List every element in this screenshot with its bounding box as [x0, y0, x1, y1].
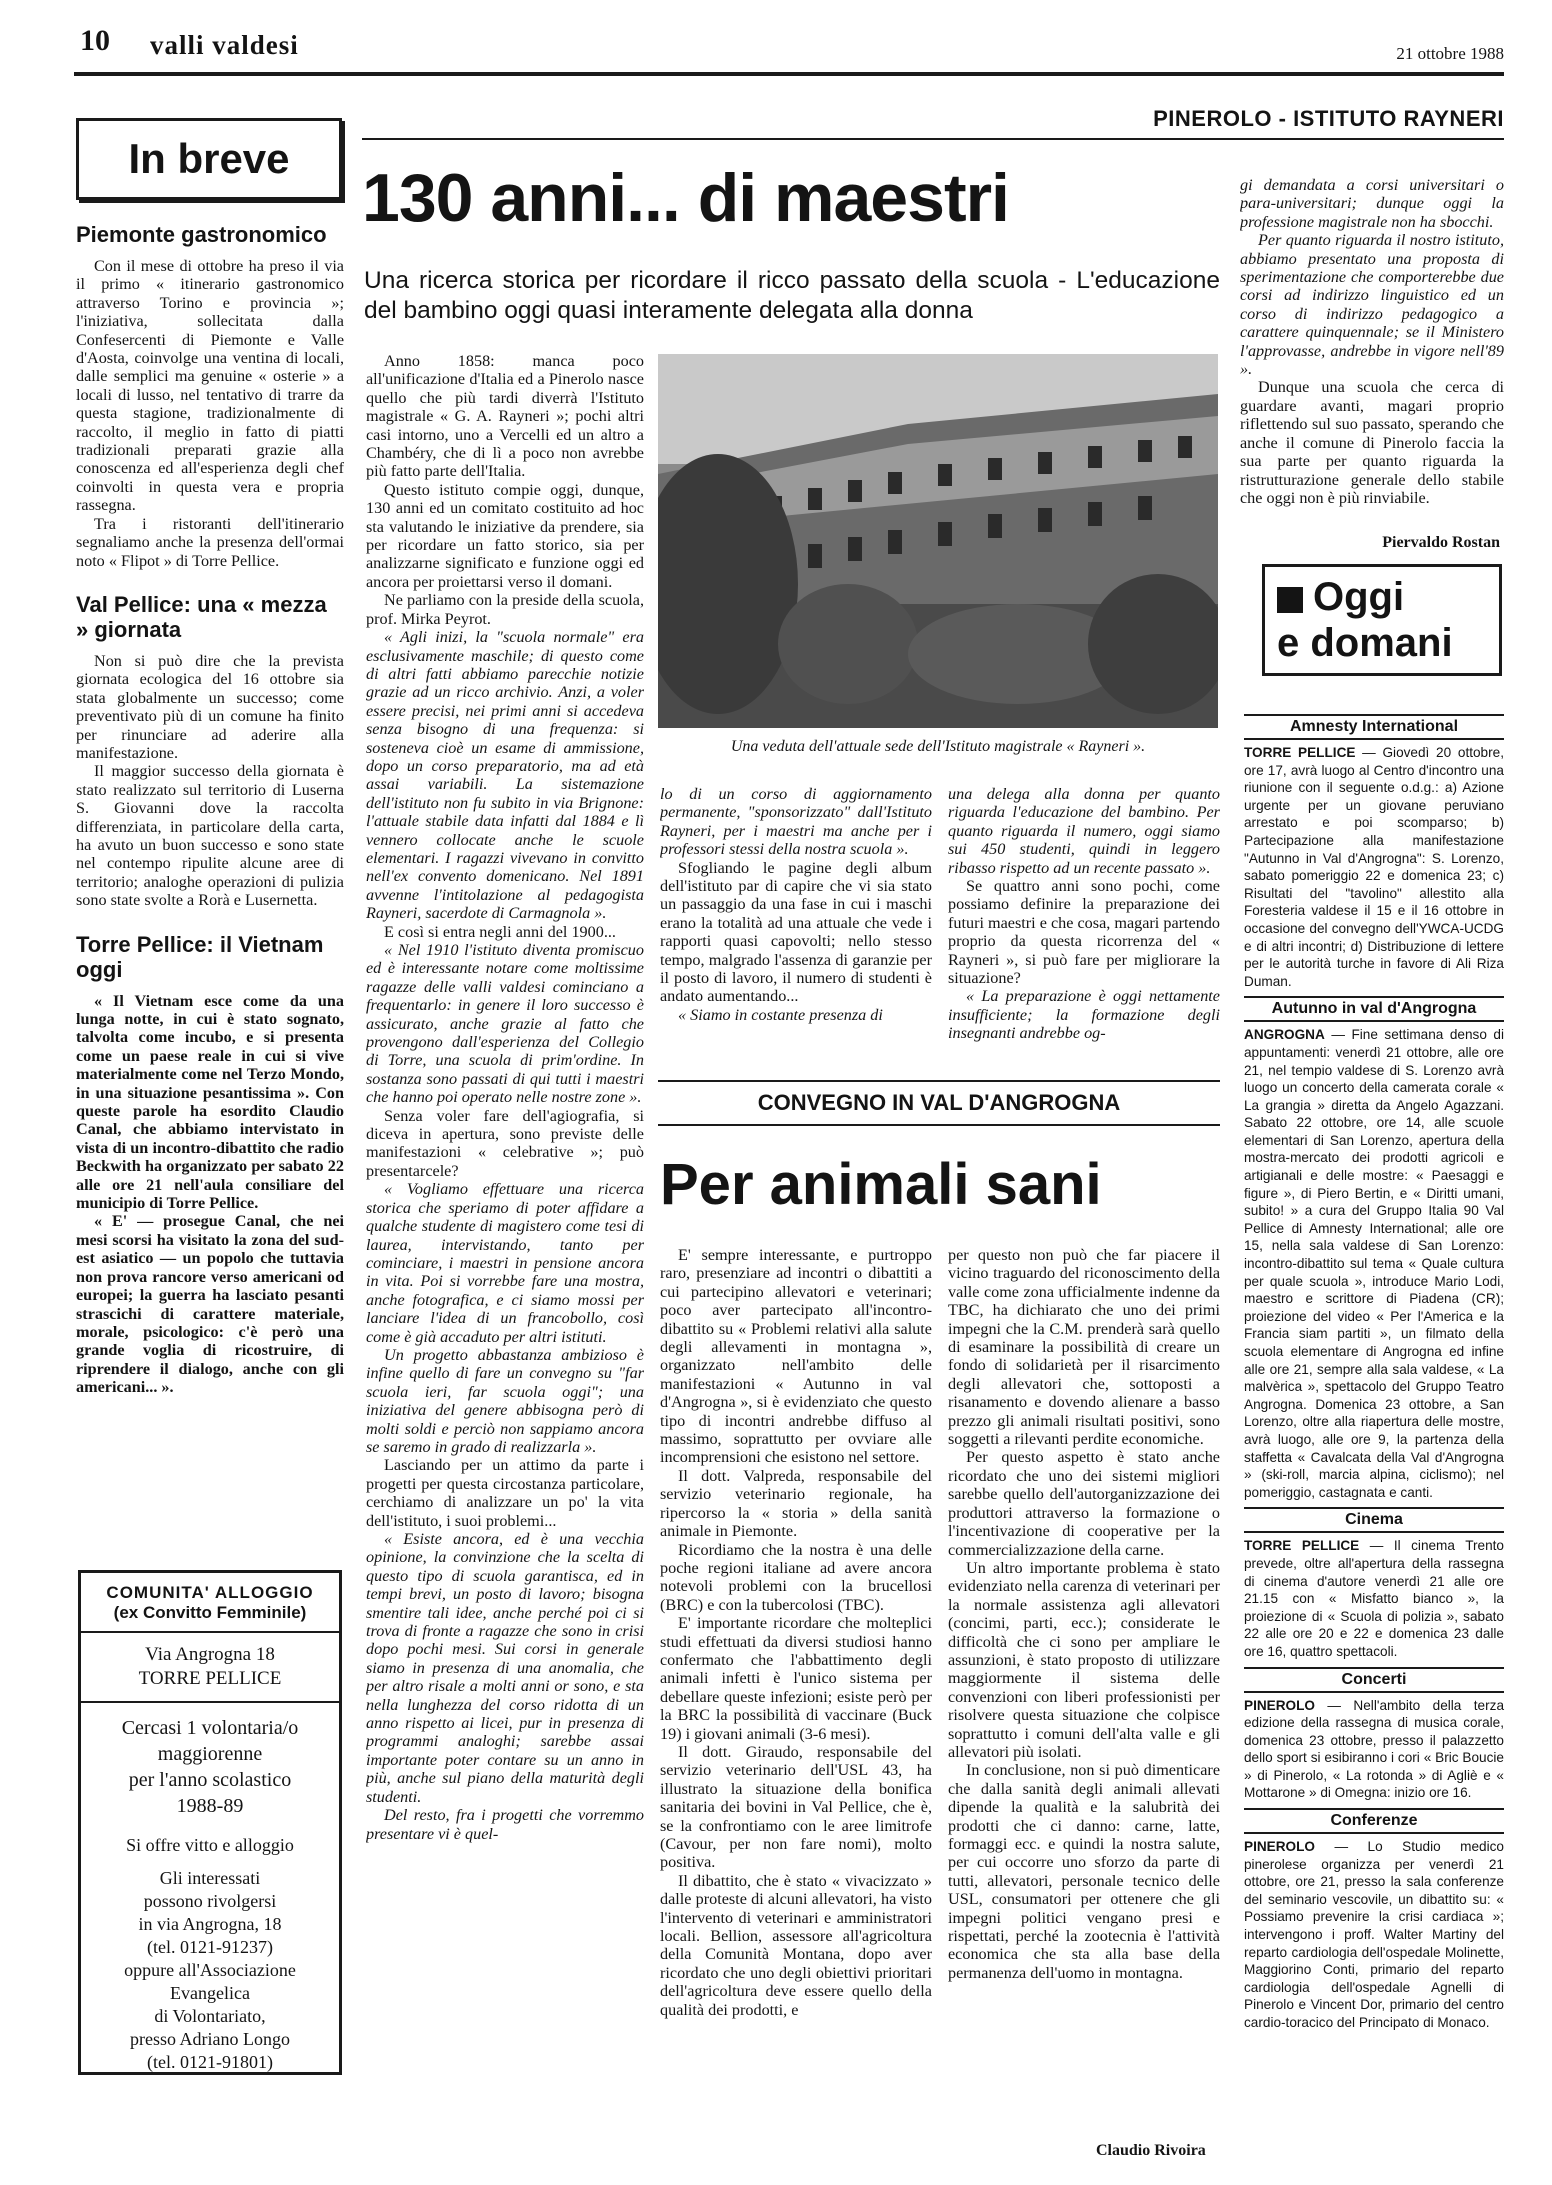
agenda-column — [1244, 708, 1504, 2032]
second-author: Claudio Rivoira — [1096, 2142, 1206, 2159]
agenda-title-line2: e domani — [1277, 621, 1453, 665]
ad-line: 1988-89 — [176, 1795, 244, 1817]
newspaper-name: valli valdesi — [150, 30, 299, 60]
brief-text-2: Non si può dire che la prevista giornata ecologica del 16 ottobre sia stata globalmente un successo; come preventivato più di un comune ha finito per rinunciare ad aderire alla manifestazione. Il maggior successo della giornata è stato realizzato sul territorio di Luserna S. Giovanni dove la raccolta differenziata, in particolare della carta, ha avuto un buon successo e sono state nel contempo ripulite alcune aree di territorio; analoghe operazioni di pulizia sono state svolte a Rorà e Lusernetta. — [76, 651, 344, 910]
in-breve-box — [76, 118, 342, 200]
section-label: PINEROLO - ISTITUTO RAYNERI — [1153, 106, 1504, 131]
ad-line: (tel. 0121-91237) — [147, 1937, 273, 1957]
brief-text-1: Con il mese di ottobre ha preso il via il primo « itinerario gastronomico attraverso Torino e provincia »; l'iniziativa, sollecitata dalla Confesercenti di Piemonte e Valle d'Aosta, coinvolge una ventina di locali, dalle semplici ma genuine « osterie » a locali di lusso, nel tentativo di trarre da questa stagione, tradizionalmente di raccolto, il meglio in fatto di piatti tradizionali preparati grazie alla conoscenza ed all'esperienza degli chef coinvolti in questa vera e propria rassegna. Tra i ristoranti dell'itinerario segnaliamo anche la presenza dell'ormai noto « Flipot » di Torre Pellice. — [76, 257, 344, 570]
main-col-3: una delega alla donna per quanto riguarda l'educazione del bambino. Per quanto riguarda il numero, oggi siamo sui 450 studenti, quindi in leggero ribasso rispetto ad un recente passato ». Se quattro anni sono pochi, come possiamo definire la preparazione dei futuri maestri e che cosa, magari partendo proprio da questa ricorrenza del « Rayneri », si può fare per migliorare la situazione? « La preparazione è oggi nettamente insufficiente; la formazione degli insegnanti andrebbe og- — [948, 785, 1220, 1043]
masthead-rule — [74, 72, 1504, 76]
ad-line: presso Adriano Longo — [130, 2029, 290, 2049]
second-article-rule — [658, 1080, 1220, 1082]
ad-line: Si offre vitto e alloggio — [126, 1835, 294, 1855]
brief-title-2: Val Pellice: una « mezza » giornata — [76, 591, 327, 642]
ad-line: Cercasi 1 volontaria/o maggiorenne — [121, 1717, 299, 1765]
second-kicker-rule — [658, 1124, 1220, 1126]
page-number: 10 — [80, 24, 110, 57]
ad-divider — [81, 1631, 339, 1633]
photo-image — [658, 354, 1218, 728]
agenda-square-icon — [1277, 587, 1303, 613]
school-building-photo — [658, 354, 1218, 728]
ad-line: oppure all'Associazione — [124, 1960, 296, 1980]
agenda-heading: Concerti — [1244, 1667, 1504, 1693]
agenda-title-box — [1262, 564, 1502, 676]
agenda-entry: TORRE PELLICE — Il cinema Trento prevede, oltre all'apertura della rassegna di cinema d'autore venerdì 21 alle ore 21.15 con « Misfatto bianco », la proiezione di « Scuola di polizia », sabato 22 alle ore 20 e 22 e domenica 23 dalle ore 16, quattro spettacoli. — [1244, 1538, 1504, 1659]
brief-title-1: Piemonte gastronomico — [76, 222, 327, 247]
second-kicker: CONVEGNO IN VAL D'ANGROGNA — [757, 1090, 1121, 1115]
ad-line: COMUNITA' ALLOGGIO — [106, 1583, 314, 1602]
agenda-entry: PINEROLO — Nell'ambito della terza edizione della rassegna di musica corale, domenica 23 ottobre, presso il palazzetto dello sport si esibiranno i cori « Bric Boucie » di Pinerolo, « La rotonda » di Agliè e « Mottarone » di Omegna: inizio ore 16. — [1244, 1697, 1504, 1801]
main-col-2: lo di un corso di aggiornamento permanente, "sponsorizzato" dall'Istituto Rayneri, per i maestri ma anche per i professori stessi della nostra scuola ». Sfogliando le pagine degli album dell'istituto par di capire che vi sia stato un passaggio da una fase in cui i maschi erano la totalità ad una attuale che vede i rapporti quasi capovolti; nello stesso tempo, malgrado l'assenza di garanzie per il posto di lavoro, il numero di studenti è andato aumentando... « Siamo in costante presenza di — [660, 785, 932, 1024]
in-breve-title: In breve — [128, 135, 290, 182]
ad-line: Evangelica — [170, 1983, 250, 2003]
brief-column — [76, 222, 344, 1397]
brief-text-3: « Il Vietnam esce come da una lunga notte, in cui è stato sognato, talvolta come incubo, e si presenta come un paese reale in cui si vive materialmente come nel Terzo Mondo, in una situazione pesantissima ». Con queste parole ha esordito Claudio Canal, che abbiamo intervistato in vista di un incontro-dibattito che radio Beckwith ha organizzato per sabato 22 alle ore 21 nell'aula consiliare del municipio di Torre Pellice. « E' — prosegue Canal, che nei mesi scorsi ha visitato la zona del sud-est asiatico — un popolo che tuttavia non prova rancore verso americani od europei; la guerra ha lasciato pesanti strascichi di carattere materiale, morale, psicologico: c'è però una grande voglia di ricostruire, di riprendere il dialogo, anche con gli americani... ». — [76, 991, 344, 1397]
ad-divider — [81, 1701, 339, 1703]
issue-date: 21 ottobre 1988 — [1396, 44, 1504, 63]
ad-box — [78, 1570, 342, 2075]
second-col-1: E' sempre interessante, e purtroppo raro, presenziare ad incontri o dibattiti a cui partecipino allevatori e veterinari; poco aver partecipato all'incontro-dibattito su « Problemi relativi alla salute degli allevamenti in montagna », organizzato nell'ambito delle manifestazioni « Autunno in val d'Angrogna », si è evidenziato che questo tipo di incontri andrebbe diffuso al massimo, soprattutto per ovviare alle incomprensioni che esistono nel settore. Il dott. Valpreda, responsabile del servizio veterinario regionale, ha ripercorso la « storia » della sanità animale in Piemonte. Ricordiamo che la nostra è una delle poche regioni italiane ad avere ancora notevoli problemi con la brucellosi (BRC) e con la tubercolosi (TBC). E' importante ricordare che molteplici studi effettuati da diversi studiosi hanno confermato che l'abbattimento degli animali infetti è l'unico sistema per debellare queste infezioni; esiste però per la BRC la possibilità di vaccinare (Buck 19) i giovani animali (3-6 mesi). Il dott. Giraudo, responsabile del servizio veterinario dell'USL 43, ha illustrato la situazione della bonifica sanitaria dei bovini in Val Pellice, che è, se la confrontiamo con le aree limitrofe (Cavour, per non fare nomi), molto positiva. Il dibattito, che è stato « vivacizzato » dalle proteste di alcuni allevatori, ha visto l'intervento di veterinari e amministratori locali. Bellion, assessore all'agricoltura della Comunità Montana, dopo aver ricordato che uno degli obiettivi prioritari dell'agricoltura deve essere quello della qualità dei prodotti, e — [660, 1246, 932, 2019]
ad-line: (ex Convitto Femminile) — [113, 1603, 307, 1622]
ad-line: Via Angrogna 18 — [145, 1644, 275, 1665]
section-rule — [362, 138, 1504, 140]
main-subhead: Una ricerca storica per ricordare il ricco passato della scuola - L'educazione del bambino oggi quasi interamente delegata alla donna — [364, 267, 1220, 324]
main-col-1: Anno 1858: manca poco all'unificazione d'Italia ed a Pinerolo nasce quello che più tardi diverrà l'Istituto magistrale « G. A. Rayneri »; pochi altri casi intorno, uno a Vercelli ed un altro a Chambéry, che di lì a poco non avrebbe più fatto parte dell'Italia. Questo istituto compie oggi, dunque, 130 anni ed un comitato costituito ad hoc sta valutando le iniziative da prendere, sia per ricordare un fatto storico, sia per analizzarne significato e funzione oggi ed ancora per proiettarsi verso il domani. Ne parliamo con la preside della scuola, prof. Mirka Peyrot. « Agli inizi, la "scuola normale" era esclusivamente maschile; di questo come di altri fatti abbiamo parecchie notizie grazie ad un ricco archivio. Anzi, a voler essere precisi, nei primi anni si accedeva senza bisogno di una frequenza: si sosteneva cioè un esame di ammissione, dopo un corso preparatorio, ma ad età assai variabili. La sistemazione dell'istituto non fu subito in via Brignone: l'attuale stabile data infatti dal 1884 e lì vennero collocate anche le scuole elementari. I ragazzi vivevano in convitto nell'ex convento domenicano. Nel 1891 avvenne l'intitolazione al pedagogista Rayneri, sacerdote di Carmagnola ». E così si entra negli anni del 1900... « Nel 1910 l'istituto diventa promiscuo ed è interessante notare come moltissime ragazze delle valli valdesi cominciano a frequentarlo: in genere il loro successo è assicurato, anche grazie al fatto che provengono dall'esperienza del Collegio di Torre, una scuola di prim'ordine. In sostanza sono passati di qui tutti i maestri che hanno poi operato nelle nostre zone ». Senza voler fare dell'agiografia, si diceva in apertura, sono previste delle manifestazioni « celebrative »; può presentarcele? « Vogliamo effettuare una ricerca storica che speriamo di poter affidare a qualche studente di magistero come tesi di laurea, intervistando, tanto per cominciare, i maestri in pensione ancora in vita. Poi si vorrebbe fare una mostra, anche fotografica, e ci siamo mossi per lanciare l'idea di un francobollo, così come è già accaduto per altri istituti. Un progetto abbastanza ambizioso è infine quello di fare un convegno su "far scuola ieri, far scuola oggi"; una iniziativa del genere abbisogna però di molti soldi e perciò non sappiamo ancora se saremo in grado di realizzarla ». Lasciando per un attimo da parte i progetti per questa circostanza particolare, cerchiamo di analizzare un po' la vita dell'istituto, i suoi problemi... « Esiste ancora, ed è una vecchia opinione, la convinzione che la scelta di questo tipo di scuola garantisca, ed in tempi brevi, un posto di lavoro; bisogna smentire tali idee, anche perché poi ci si trova di fronte a ragazze che sono in crisi dopo pochi mesi. Sui corsi in generale siamo in presenza di una anomalia, che per altro risale a molti anni or sono, e sta nella lunghezza del corso ridotta di un anno rispetto ai licei, pur in presenza di programmi analoghi; sarebbe assai importante poter contare su un anno in più, anche sul piano della maturità degli studenti. Del resto, fra i progetti che vorremmo presentare vi è quel- — [366, 352, 644, 1843]
agenda-entry: PINEROLO — Lo Studio medico pinerolese organizza per venerdì 21 ottobre, ore 21, presso la sala conferenze del seminario vescovile, un dibattito su: « Possiamo prevenire la crisi cardiaca »; intervengono i proff. Walter Martiny del reparto cardiologia dell'ospedale Molinette, Maggiorino Conti, primario del reparto cardiologia dell'ospedale Agnelli di Pinerolo e Vincent Dor, primario del centro cardio-toracico del Principato di Monaco. — [1244, 1839, 1504, 2030]
ad-line: Gli interessati — [159, 1868, 261, 1888]
agenda-title-line1: Oggi — [1313, 575, 1405, 619]
ad-line: (tel. 0121-91801) — [147, 2052, 273, 2072]
agenda-heading: Conferenze — [1244, 1808, 1504, 1834]
main-headline: 130 anni... di maestri — [362, 160, 1009, 236]
second-col-2: per questo non può che far piacere il vicino traguardo del riconoscimento della valle come zona ufficialmente indenne da TBC, ha dichiarato che uno dei primi impegni che la C.M. prenderà sarà quello di esaminare la possibilità di creare un fondo di solidarietà per il risarcimento degli allevatori che, sottoposti a risanamento e dovendo alienare a basso prezzo gli animali risultati positivi, sono soggetti a rilevanti perdite economiche. Per questo aspetto è stato anche ricordato che uno dei sistemi migliori sarebbe quello dell'autorganizzazione dei produttori attraverso la formazione o l'incentivazione di cooperative per la commercializzazione della carne. Un altro importante problema è stato evidenziato nella carenza di veterinari per la normale assistenza agli allevatori (concimi, parti, ecc.); considerate le difficoltà che ci sono per ampliare le assunzioni, è stato proposto di utilizzare maggiormente il sistema delle convenzioni con liberi professionisti per risolvere questa situazione che colpisce soprattutto i comuni dell'alta valle e gli allevatori più isolati. In conclusione, non si può dimenticare che dalla sanità degli animali allevati dipende la qualità e la salubrità dei prodotti che ci danno: carne, latte, formaggi ecc. e quindi la nostra salute, per cui occorre uno sforzo da parte di tutti, allevatori, personale tecnico delle USL, consumatori per ottenere che gli impegni politici vengano presi e rispettati, perché la zootecnia è l'attività economica che sta alla base della permanenza dell'uomo in montagna. — [948, 1246, 1220, 1982]
agenda-entry: TORRE PELLICE — Giovedì 20 ottobre, ore 17, avrà luogo al Centro d'incontro una riunione con il seguente o.d.g.: a) Azione urgente per un giovane peruviano arrestato e poi scomparso; b) Partecipazione alla manifestazione "Autunno in Val d'Angrogna": S. Lorenzo, sabato pomeriggio 22 e domenica 23; c) Risultati del "tavolino" allestito alla Foresteria valdese il 15 e il 16 ottobre in occasione del convegno dell'YWCA-UCDG e di altri incontri; d) Distribuzione di lettere per le autorità turche in favore di Ali Riza Duman. — [1244, 745, 1504, 989]
agenda-heading: Cinema — [1244, 1507, 1504, 1533]
agenda-entry: ANGROGNA — Fine settimana denso di appuntamenti: venerdì 21 ottobre, alle ore 21, nel tempio valdese di S. Lorenzo avrà luogo un concerto della camerata corale « La grangia » diretta da Angelo Agazzani. Sabato 22 ottobre, ore 14, alle scuole elementari di San Lorenzo, apertura della mostra-mercato dei prodotti agricoli e artigianali e delle mostre: « Paesaggi e figure », di Piero Bertin, e « Diritti umani, subito! » a cura del Gruppo Italia 90 Val Pellice di Amnesty International; alle ore 15, nella sala valdese di San Lorenzo: incontro-dibattito sul tema « Quale cultura per quale scuola », introduce Mario Lodi, maestro e scrittore di Piadena (CR); proiezione del video « Per l'America e la Francia siam partiti », un filmato della scuola elementare di Angrogna ed infine alle ore 21, sempre alla sala valdese, « La malvèrica », spettacolo del Gruppo Teatro Angrogna. Domenica 23 ottobre, a San Lorenzo, oltre alla riapertura delle mostre, avrà luogo, alle ore 9, la partenza della staffetta « Cavalcata della Val d'Angrogna » (ski-roll, marcia alpina, ciclismo); nel pomeriggio, castagnata e canti. — [1244, 1027, 1505, 1500]
main-author: Piervaldo Rostan — [1382, 534, 1500, 551]
ad-line: TORRE PELLICE — [138, 1668, 282, 1689]
ad-line: di Volontariato, — [154, 2006, 266, 2026]
second-headline: Per animali sani — [660, 1152, 1102, 1217]
photo-caption: Una veduta dell'attuale sede dell'Istituto magistrale « Rayneri ». — [730, 738, 1146, 755]
main-col-4: gi demandata a corsi universitari o para-universitari; dunque oggi la professione magistrale non ha sbocchi. Per quanto riguarda il nostro istituto, abbiamo presentato una proposta di sperimentazione che comporterebbe due corsi ad indirizzo linguistico ed un corso di indirizzo pedagogico a carattere quinquennale; se il Ministero l'approvasse, andrebbe in vigore nell'89 ». Dunque una scuola che cerca di guardare avanti, magari proprio riflettendo sul suo passato, sperando che anche il comune di Pinerolo faccia la sua parte per quanto riguarda la ristrutturazione generale dello stabile che oggi non è più rinviabile. — [1240, 176, 1504, 507]
agenda-heading: Autunno in val d'Angrogna — [1244, 996, 1504, 1022]
ad-line: possono rivolgersi — [143, 1891, 277, 1911]
agenda-heading: Amnesty International — [1244, 714, 1504, 740]
ad-line: in via Angrogna, 18 — [138, 1914, 282, 1934]
ad-line: per l'anno scolastico — [128, 1769, 292, 1791]
brief-title-3: Torre Pellice: il Vietnam oggi — [76, 931, 324, 982]
